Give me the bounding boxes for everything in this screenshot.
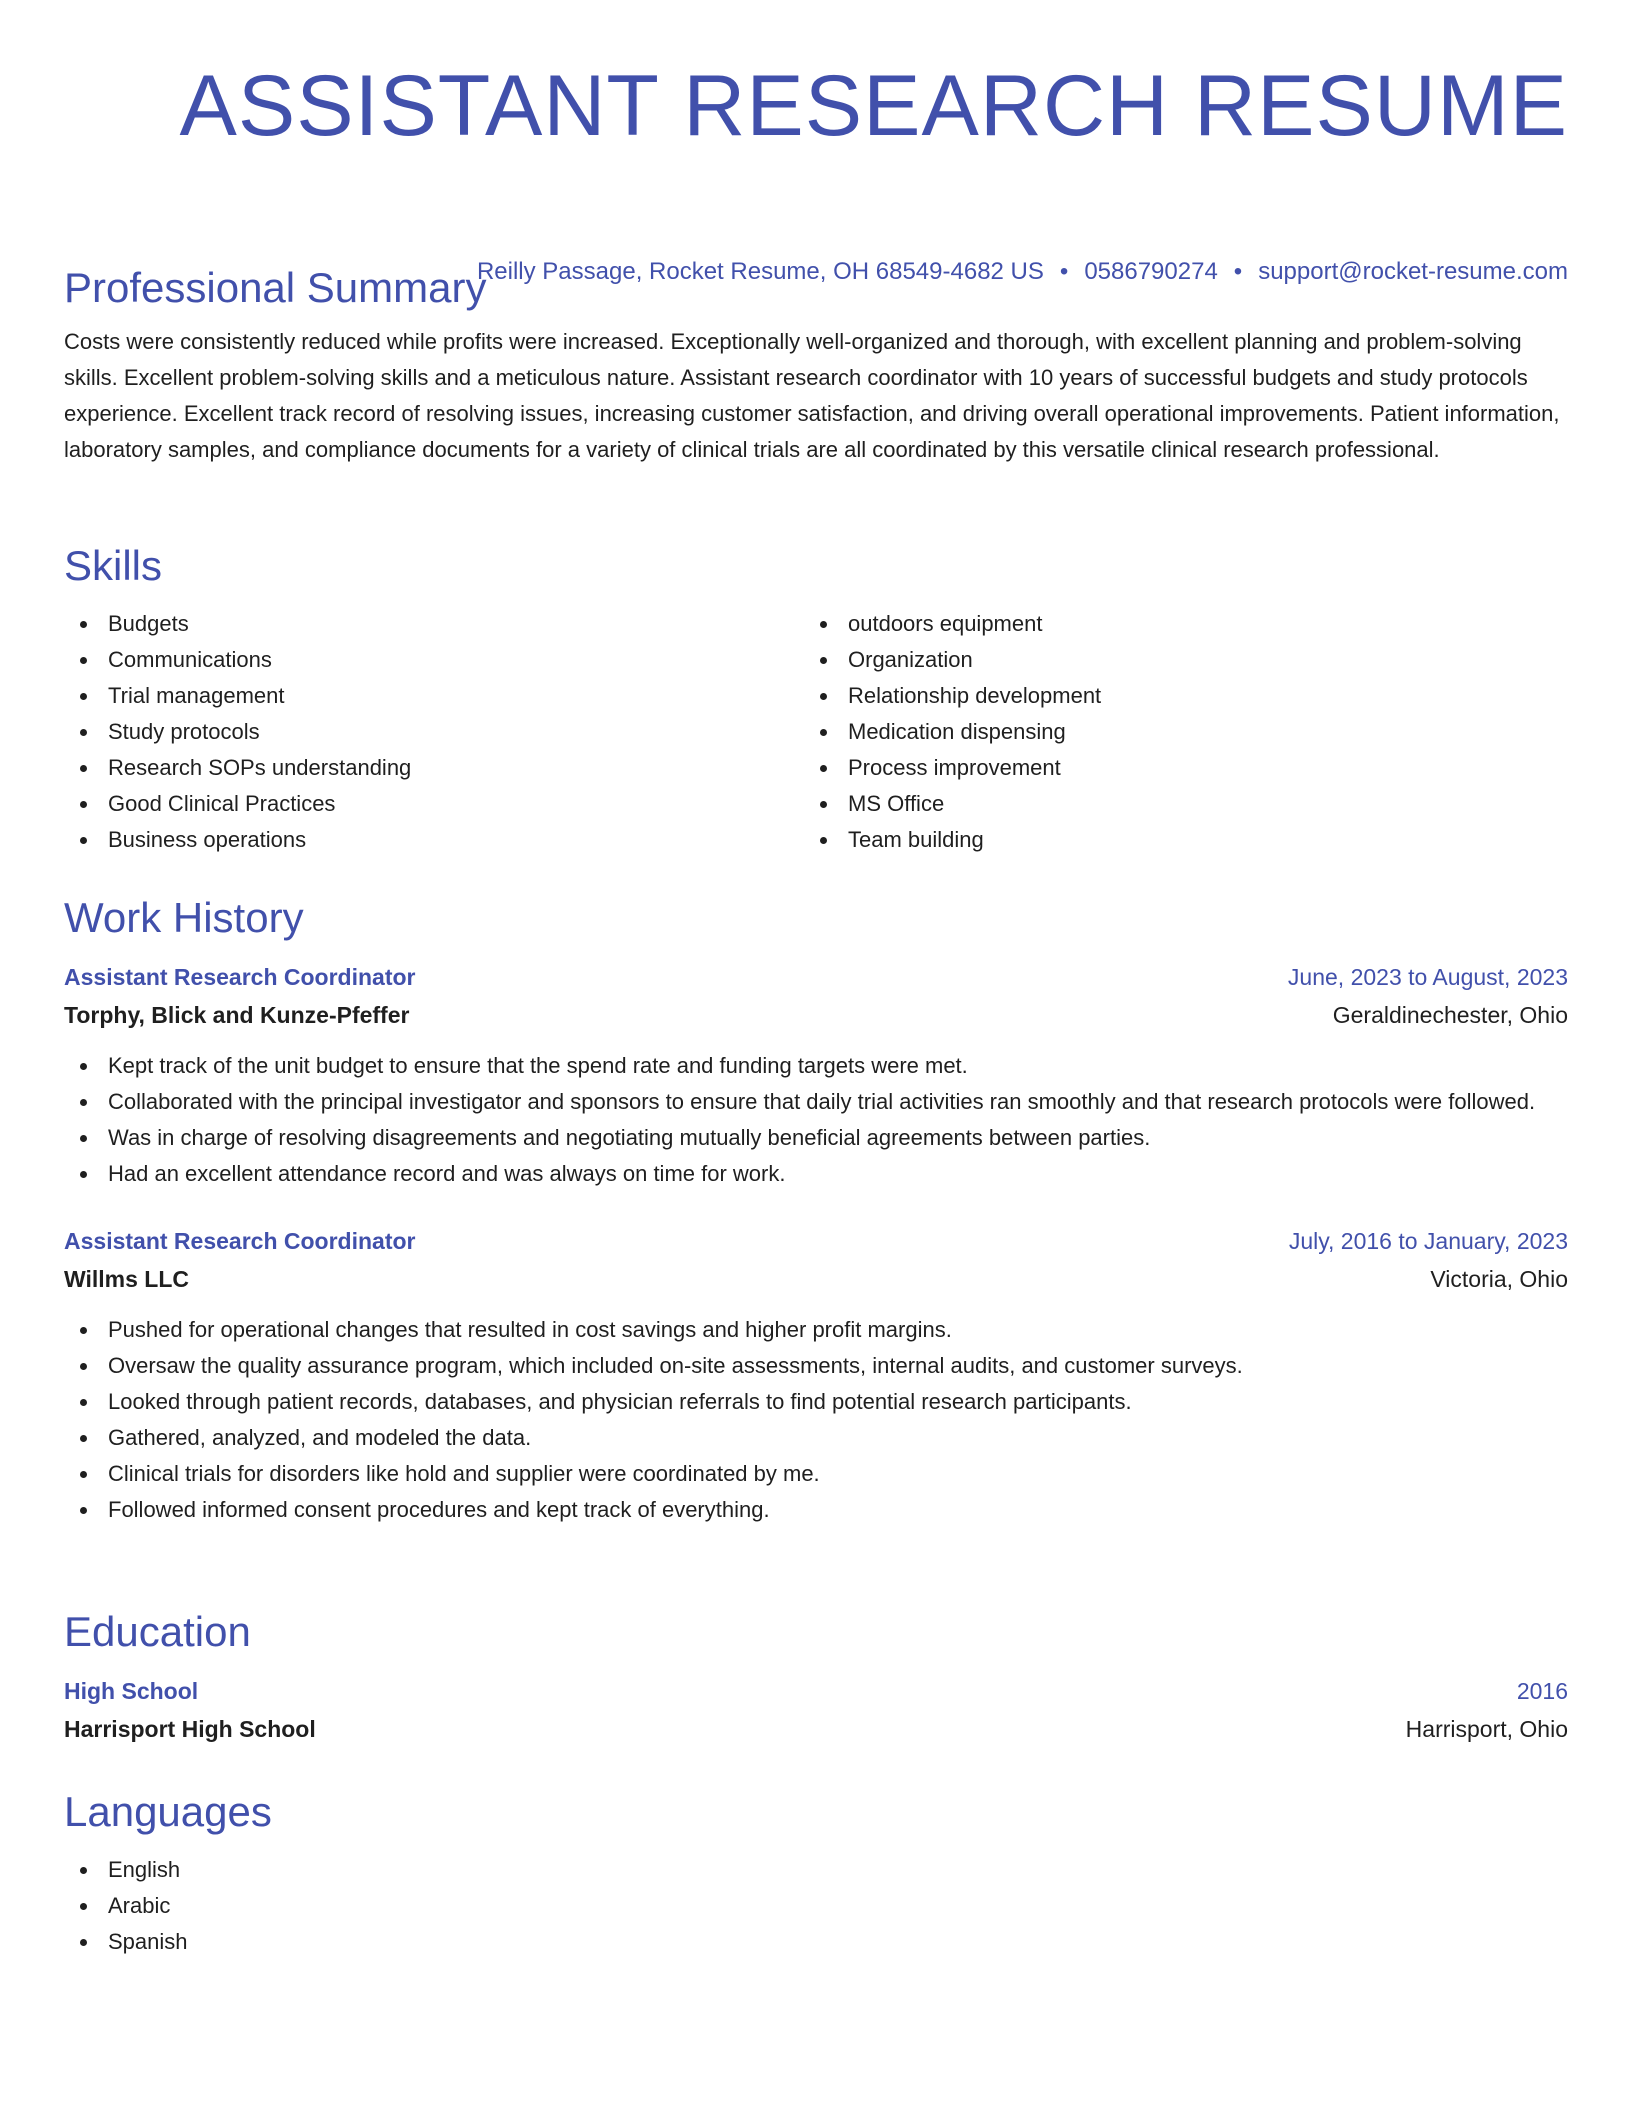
job-bullet: Looked through patient records, databases, and physician referrals to find potential research participants. [64, 1384, 1568, 1420]
contact-email: support@rocket-resume.com [1258, 258, 1568, 285]
skills-columns [64, 606, 1568, 858]
section-heading-languages: Languages [64, 1788, 272, 1835]
section-heading-work: Work History [64, 894, 304, 941]
section-heading-education: Education [64, 1608, 251, 1655]
job-bullet: Gathered, analyzed, and modeled the data. [64, 1420, 1568, 1456]
job-bullet: Oversaw the quality assurance program, which included on-site assessments, internal audits, and customer surveys. [64, 1348, 1568, 1384]
job-bullet: Kept track of the unit budget to ensure that the spend rate and funding targets were met. [64, 1048, 1568, 1084]
skill-item: outdoors equipment [804, 606, 1544, 642]
education-location: Harrisport, Ohio [1405, 1716, 1568, 1742]
professional-summary-section [64, 262, 1568, 468]
work-history-section [64, 892, 1568, 1528]
skill-item: Business operations [64, 822, 804, 858]
language-item: Spanish [64, 1924, 1568, 1960]
job-bullet: Was in charge of resolving disagreements and negotiating mutually beneficial agreements between parties. [64, 1120, 1568, 1156]
job-bullet: Collaborated with the principal investigator and sponsors to ensure that daily trial activities ran smoothly and that research protocols were followed. [64, 1084, 1568, 1120]
skill-item: Trial management [64, 678, 804, 714]
job-bullets [64, 1048, 1568, 1192]
skill-item: Study protocols [64, 714, 804, 750]
job-bullet: Pushed for operational changes that resulted in cost savings and higher profit margins. [64, 1312, 1568, 1348]
job-company: Willms LLC [64, 1266, 190, 1292]
contact-address: Reilly Passage, Rocket Resume, OH 68549-4682 US [476, 258, 1044, 285]
summary-text: Costs were consistently reduced while profits were increased. Exceptionally well-organized and thorough, with excellent planning and problem-solving skills. Excellent problem-solving skills and a meticulous nature. Assistant research coordinator with 10 years of successful budgets and study protocols experience. Excellent track record of resolving issues, increasing customer satisfaction, and driving overall operational improvements. Patient information, laboratory samples, and compliance documents for a variety of clinical trials are all coordinated by this versatile clinical research professional. [64, 329, 1560, 462]
language-item: English [64, 1852, 1568, 1888]
skill-item: Medication dispensing [804, 714, 1544, 750]
job-header-row [64, 958, 1568, 996]
job-dates: July, 2016 to January, 2023 [1288, 1228, 1568, 1254]
job-entry [64, 1222, 1568, 1528]
job-entry [64, 958, 1568, 1192]
skill-item: Relationship development [804, 678, 1544, 714]
job-location: Victoria, Ohio [1430, 1266, 1568, 1292]
languages-section [64, 1786, 1568, 1960]
languages-list [64, 1852, 1568, 1960]
skill-item: Communications [64, 642, 804, 678]
job-bullet: Had an excellent attendance record and was always on time for work. [64, 1156, 1568, 1192]
contact-separator: • [1059, 258, 1069, 285]
language-item: Arabic [64, 1888, 1568, 1924]
job-title: Assistant Research Coordinator [64, 1228, 416, 1254]
contact-phone: 0586790274 [1084, 258, 1218, 285]
job-bullet: Followed informed consent procedures and kept track of everything. [64, 1492, 1568, 1528]
contact-separator: • [1233, 258, 1243, 285]
skill-item: Process improvement [804, 750, 1544, 786]
education-degree: High School [64, 1678, 199, 1704]
skill-item: Good Clinical Practices [64, 786, 804, 822]
skill-item: Organization [804, 642, 1544, 678]
job-location: Geraldinechester, Ohio [1332, 1002, 1568, 1028]
job-bullet: Clinical trials for disorders like hold and supplier were coordinated by me. [64, 1456, 1568, 1492]
education-header-row [64, 1672, 1568, 1710]
skill-item: Team building [804, 822, 1544, 858]
section-heading-summary: Professional Summary [64, 264, 487, 311]
education-school: Harrisport High School [64, 1716, 316, 1742]
job-company: Torphy, Blick and Kunze-Pfeffer [64, 1002, 410, 1028]
job-header-row [64, 1222, 1568, 1260]
job-company-row [64, 996, 1568, 1034]
skills-list-right [804, 606, 1544, 858]
education-entry [64, 1672, 1568, 1748]
skills-section [64, 540, 1568, 858]
job-bullets [64, 1312, 1568, 1528]
job-title: Assistant Research Coordinator [64, 964, 416, 990]
education-school-row [64, 1710, 1568, 1748]
skill-item: Budgets [64, 606, 804, 642]
skill-item: Research SOPs understanding [64, 750, 804, 786]
skill-item: MS Office [804, 786, 1544, 822]
education-year: 2016 [1516, 1678, 1568, 1704]
skills-list-left [64, 606, 804, 858]
job-company-row [64, 1260, 1568, 1298]
section-heading-skills: Skills [64, 542, 163, 589]
job-dates: June, 2023 to August, 2023 [1287, 964, 1568, 990]
education-section [64, 1606, 1568, 1748]
resume-title: ASSISTANT RESEARCH RESUME [179, 58, 1568, 154]
